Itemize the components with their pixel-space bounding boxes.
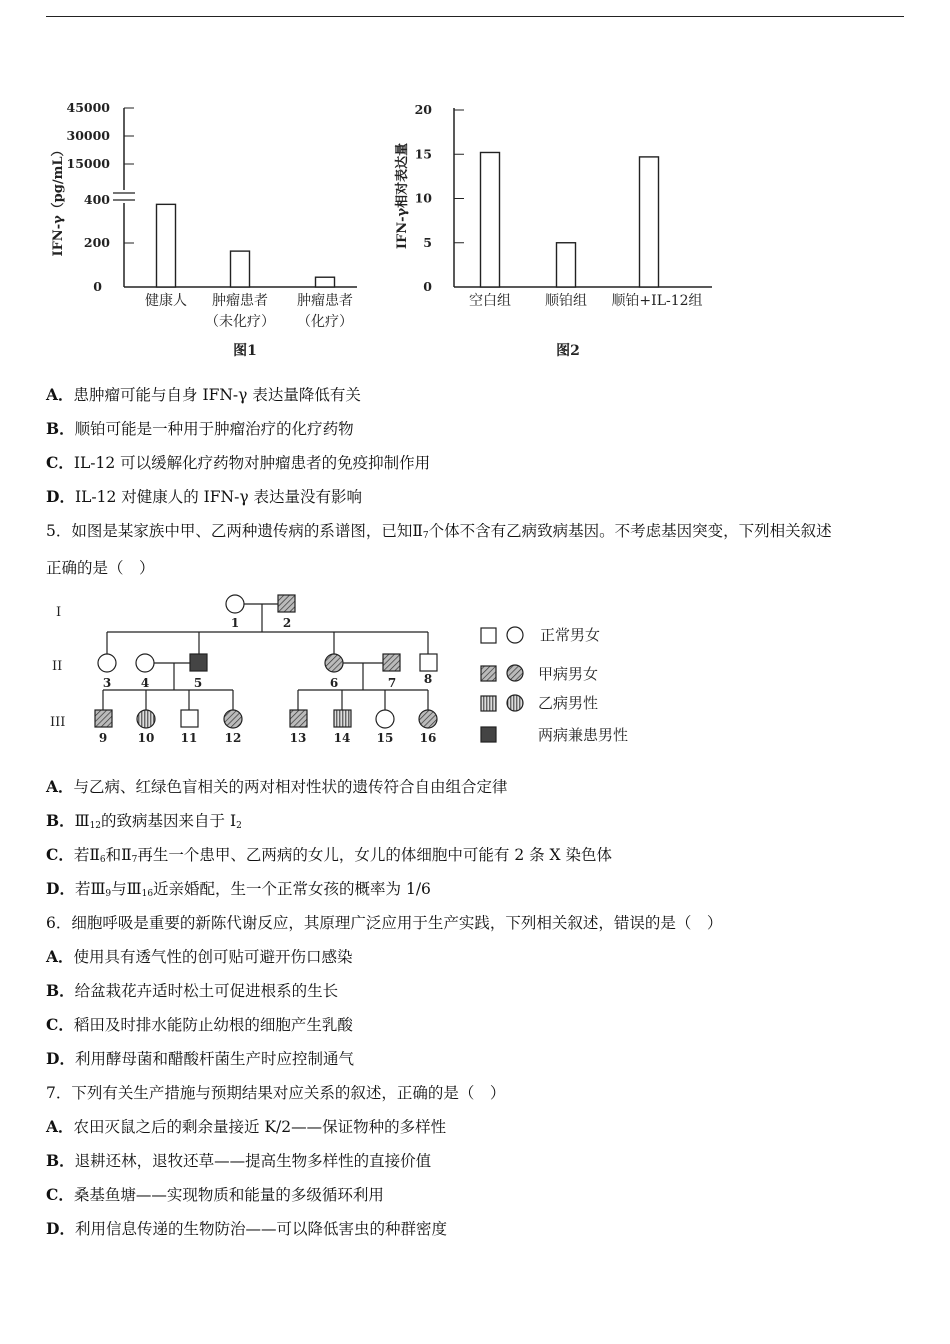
q5-c-mid: 和Ⅱ [105,846,132,864]
q4-option-d [46,487,362,507]
fig1-chart [50,100,357,359]
q7-option-c-text: 桑基鱼塘——实现物质和能量的多级循环利用 [73,1186,384,1204]
fig1-tick-400: 400 [83,192,110,207]
person-label-2: 2 [282,616,292,630]
q5-stem-line2: 正确的是（ ） [46,559,155,577]
q6-option-b-label: B． [46,981,75,1000]
fig2-category-label-2: 顺铂组 [545,293,587,309]
q4-option-b-label: B． [46,419,75,438]
legend-a-female [507,665,523,681]
q4-option-d-text: IL-12 对健康人的 IFN-γ 表达量没有影响 [74,488,363,506]
q7-option-d-text: 利用信息传递的生物防治——可以降低害虫的种群密度 [74,1220,447,1238]
q6-option-b [46,981,338,1001]
q5-b-sub1: 12 [89,821,102,831]
q5-b-pre: Ⅲ [74,812,90,830]
person-label-6: 6 [329,676,339,690]
person-label-7: 7 [387,676,397,690]
q5-c-pre: 若Ⅱ [73,846,100,864]
person-label-3: 3 [102,676,112,690]
q5-stem-post: 个体不含有乙病致病基因。不考虑基因突变，下列相关叙述 [428,522,832,540]
q5-b-sub2: 2 [236,821,242,831]
q5-stem [46,521,832,546]
fig2-tick-20: 20 [414,102,432,117]
fig1-bar-1 [157,204,176,287]
fig2-tick-15: 15 [414,146,432,162]
fig1-tick-45000: 45000 [66,100,110,115]
q7-option-a [46,1117,446,1137]
q4-option-a-text: 患肿瘤可能与自身 IFN-γ 表达量降低有关 [73,386,361,404]
gen-label-1: I [56,605,62,620]
q7-option-a-label: A． [46,1117,74,1136]
person-label-4: 4 [140,676,150,690]
q4-option-c [46,453,430,473]
fig2-bar-3 [640,157,659,287]
pedigree-legend [481,626,628,744]
person-label-10: 10 [137,731,155,745]
fig1-category-label-3-1: 肿瘤患者 [297,293,353,309]
fig2-tick-5: 5 [423,234,432,250]
q4-option-a [46,385,361,405]
q4-option-c-label: C． [46,453,74,472]
gen-label-3: III [50,715,66,730]
person-2 [278,595,295,612]
legend-b-female [507,695,523,711]
fig2-ylabel: IFN-γ相对表达量 [395,142,410,250]
fig1-bar-2 [231,251,250,287]
person-label-8: 8 [423,672,433,686]
person-label-1: 1 [230,616,240,630]
legend-a-label: 甲病男女 [538,665,599,683]
person-1 [226,595,244,613]
q5-stem-sub: 7 [422,531,429,541]
q5-stem-pre: 5．如图是某家族中甲、乙两种遗传病的系谱图，已知Ⅱ [46,522,423,540]
q6-option-c-label: C． [46,1015,74,1034]
fig2-tick-0: 0 [423,279,432,294]
pedigree-chart [0,590,950,750]
q6-option-c-text: 稻田及时排水能防止幼根的细胞产生乳酸 [73,1016,353,1034]
fig1-category-label-2-1: 肿瘤患者 [212,293,268,309]
person-16 [419,710,437,728]
legend-normal-female [507,627,523,643]
person-6 [325,654,343,672]
q5-option-c-label: C． [46,845,74,864]
person-8 [420,654,437,671]
fig1-tick-0: 0 [93,279,102,294]
fig1-bar-3 [316,277,335,287]
q5-c-sub1: 6 [99,855,106,865]
person-4 [136,654,154,672]
q5-option-d [46,879,431,904]
person-label-5: 5 [193,676,203,690]
legend-both-label: 两病兼患男性 [538,726,629,744]
fig2-category-label-1: 空白组 [469,293,511,309]
q5-option-a-label: A． [46,777,74,796]
q4-option-a-label: A． [46,385,74,404]
q6-option-a [46,947,353,967]
q6-option-a-text: 使用具有透气性的创可贴可避开伤口感染 [73,948,353,966]
q7-option-c [46,1185,384,1205]
fig2-tick-10: 10 [414,190,432,206]
gen-label-2: II [52,659,63,674]
q7-option-a-text: 农田灭鼠之后的剩余量接近 K/2——保证物种的多样性 [73,1118,447,1136]
fig1-caption: 图1 [233,343,257,359]
person-label-15: 15 [376,731,394,745]
fig2-bar-2 [557,243,576,287]
q4-option-d-label: D． [46,487,75,506]
person-12 [224,710,242,728]
q7-option-b-label: B． [46,1151,75,1170]
person-3 [98,654,116,672]
fig1-category-label-2-2: （未化疗） [205,314,275,330]
person-5 [190,654,207,671]
q6-option-d-text: 利用酵母菌和醋酸杆菌生产时应控制通气 [74,1050,354,1068]
fig2-caption: 图2 [556,343,580,359]
q4-option-b-text: 顺铂可能是一种用于肿瘤治疗的化疗药物 [74,420,354,438]
legend-normal-male [481,628,496,643]
q6-option-a-label: A． [46,947,74,966]
q6-option-d [46,1049,354,1069]
q5-d-mid: 与Ⅲ [111,880,142,898]
person-11 [181,710,198,727]
q7-option-c-label: C． [46,1185,74,1204]
q5-b-mid: 的致病基因来自于 I [101,812,237,830]
fig2-bar-1 [481,152,500,287]
q6-option-b-text: 给盆栽花卉适时松土可促进根系的生长 [74,982,339,1000]
q5-d-sub2: 16 [141,889,154,899]
q5-option-b-label: B． [46,811,75,830]
q4-option-b [46,419,354,439]
legend-b-label: 乙病男性 [538,694,599,712]
q5-c-post: 再生一个患甲、乙两病的女儿，女儿的体细胞中可能有 2 条 X 染色体 [137,846,613,864]
person-label-9: 9 [98,731,108,745]
person-10 [137,710,155,728]
q5-option-a-text: 与乙病、红绿色盲相关的两对相对性状的遗传符合自由组合定律 [73,778,508,796]
legend-b-male [481,696,496,711]
q5-d-post: 近亲婚配，生一个正常女孩的概率为 1/6 [153,880,431,898]
q6-stem: 6．细胞呼吸是重要的新陈代谢反应，其原理广泛应用于生产实践，下列相关叙述，错误的是（ ） [46,914,723,932]
q6-option-d-label: D． [46,1049,75,1068]
person-13 [290,710,307,727]
legend-a-male [481,666,496,681]
q7-option-b [46,1151,431,1171]
fig1-ylabel: IFN-γ（pg/mL） [51,143,66,257]
q5-option-a [46,777,508,797]
q7-stem: 7．下列有关生产措施与预期结果对应关系的叙述，正确的是（ ） [46,1084,506,1102]
fig2-chart [394,102,712,359]
q7-option-d-label: D． [46,1219,75,1238]
person-label-13: 13 [289,731,307,745]
fig1-category-label-1-1: 健康人 [145,293,187,309]
person-7 [383,654,400,671]
fig1-category-label-3-2: （化疗） [297,314,353,330]
legend-normal-label: 正常男女 [540,626,601,644]
fig1-tick-30000: 30000 [66,128,110,143]
legend-both-male [481,727,496,742]
fig1-tick-200: 200 [83,235,110,250]
q6-option-c [46,1015,353,1035]
person-15 [376,710,394,728]
q5-d-pre: 若Ⅲ [74,880,106,898]
q5-c-sub2: 7 [131,855,138,865]
q7-option-b-text: 退耕还林，退牧还草——提高生物多样性的直接价值 [74,1152,432,1170]
person-9 [95,710,112,727]
fig1-tick-15000: 15000 [66,156,110,171]
figures-1-2 [0,0,950,370]
q5-option-c [46,845,612,870]
person-label-11: 11 [180,731,198,745]
q7-option-d [46,1219,447,1239]
q5-d-sub1: 9 [105,889,112,899]
q5-option-d-label: D． [46,879,75,898]
q5-option-b [46,811,242,836]
person-label-14: 14 [333,731,351,745]
person-14 [334,710,351,727]
fig2-category-label-3: 顺铂+IL-12组 [611,293,703,309]
person-label-16: 16 [419,731,437,745]
person-label-12: 12 [224,731,242,745]
q4-option-c-text: IL-12 可以缓解化疗药物对肿瘤患者的免疫抑制作用 [73,454,431,472]
